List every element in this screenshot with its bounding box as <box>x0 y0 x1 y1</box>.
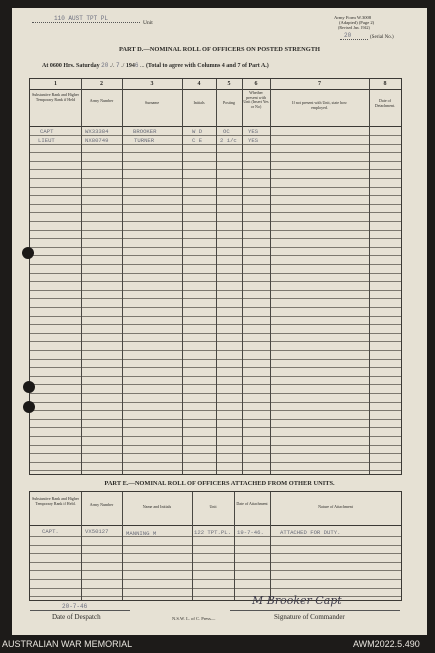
col-header-army-number: Army Number <box>89 98 114 103</box>
col-number-4: 4 <box>197 81 201 87</box>
col-number-2: 2 <box>100 81 103 87</box>
e-header-divider <box>30 525 401 526</box>
form-number-line1: Army Form W.3008 <box>334 15 372 20</box>
unit-label: Unit <box>143 20 153 26</box>
e-col-divider-3 <box>192 492 193 600</box>
col-header-rank: Substantive Rank and Higher Temporary Rank if Held <box>32 92 79 102</box>
e-col-header-date: Date of Attachment <box>236 501 268 506</box>
e-col-divider-2 <box>122 492 123 600</box>
part-e-table <box>29 491 402 601</box>
ruled-line <box>30 553 401 554</box>
col-header-posting: Posting <box>222 100 235 105</box>
col-header-detachment: Date of Detachment. <box>374 98 396 108</box>
punch-hole-middle <box>23 381 35 393</box>
ruled-line <box>30 579 401 580</box>
punch-hole-top <box>22 247 34 259</box>
despatch-line <box>30 610 130 611</box>
d-row1-initials: W D <box>192 128 203 135</box>
e-col-header-army-number: Army Number <box>89 502 114 507</box>
col-header-present: Whether present with Unit (Insert Yes or No) <box>243 90 269 109</box>
e-col-divider-5 <box>270 492 271 600</box>
e-row1-unit: 122 TPT.PL. <box>194 529 231 536</box>
d-row2-initials: C E <box>192 137 203 144</box>
part-d-table <box>29 78 402 475</box>
e-col-divider-1 <box>81 492 82 600</box>
e-col-header-name: Name and Initials <box>142 504 172 509</box>
punch-hole-bottom <box>23 401 35 413</box>
col-divider-4 <box>216 79 217 474</box>
d-row1-present: YES <box>248 128 259 135</box>
col-divider-2 <box>122 79 123 474</box>
d-row1-rank: CAPT <box>40 128 54 135</box>
col-header-initials: Initials <box>193 100 205 105</box>
ruled-line <box>30 570 401 571</box>
d-row1-surname: BROOKER <box>133 128 157 135</box>
e-col-divider-4 <box>234 492 235 600</box>
caption-left: AUSTRALIAN WAR MEMORIAL <box>2 639 133 649</box>
col-number-5: 5 <box>227 81 231 87</box>
ruled-line <box>30 596 401 597</box>
form-number-line2: (Adapted) (Page 2) <box>339 20 375 25</box>
e-col-header-unit: Unit <box>209 504 217 509</box>
despatch-date-typed: 20-7-46 <box>62 603 88 610</box>
col-divider-5 <box>242 79 243 474</box>
d-row2-posting: 2 i/c <box>220 137 237 144</box>
part-e-title: PART E.—NOMINAL ROLL OF OFFICERS ATTACHED FROM OTHER UNITS. <box>104 480 335 487</box>
month-typed: 7 <box>116 62 120 69</box>
ruled-line <box>30 588 401 589</box>
d-row2-number: NX80749 <box>85 137 109 144</box>
col-divider-3 <box>182 79 183 474</box>
col-divider-6 <box>270 79 271 474</box>
col-divider-7 <box>369 79 370 474</box>
serial-typed: 20 <box>344 32 352 39</box>
caption-right: AWM2022.5.490 <box>353 639 420 649</box>
commander-signature: M Brooker Capt <box>252 594 342 607</box>
col-number-7: 7 <box>318 81 321 87</box>
d-row2-rank: LIEUT <box>38 137 55 144</box>
e-row1-name: MANNING M <box>126 530 157 537</box>
col-number-6: 6 <box>254 81 258 87</box>
despatch-label: Date of Despatch <box>52 613 101 621</box>
printer-imprint: N.S.W. L. of C. Press— <box>172 616 216 621</box>
unit-typed: 110 AUST TPT PL <box>54 15 109 22</box>
e-row1-number: VX50127 <box>85 528 109 535</box>
year-typed: 6 <box>134 62 139 69</box>
day-typed: 20 <box>101 62 109 69</box>
ruled-line <box>30 536 401 537</box>
subtitle-time: At 0600 Hrs. Saturday <box>42 63 100 69</box>
form-sheet <box>12 8 427 635</box>
col-number-3: 3 <box>150 81 154 87</box>
ruled-line <box>30 545 401 546</box>
d-row1-posting: OC <box>223 128 230 135</box>
year-prefix: 194 <box>125 63 135 69</box>
unit-dotted-line <box>32 22 140 23</box>
e-col-header-nature: Nature of Attachment <box>318 504 353 509</box>
form-number-line3: (Revised Jan. 1942) <box>338 25 370 30</box>
col-header-surname: Surname <box>144 100 160 105</box>
signature-line <box>230 610 400 611</box>
serial-dotted-line <box>340 39 368 40</box>
col-number-8: 8 <box>383 81 387 87</box>
d-row1-number: WX33384 <box>85 128 109 135</box>
e-row1-rank: CAPT. <box>42 528 59 535</box>
d-row2-present: YES <box>248 137 259 144</box>
d-row2-surname: TURNER <box>134 137 155 144</box>
e-col-header-rank: Substantive Rank and Higher Temporary Rank if Held. <box>32 496 79 506</box>
col-header-employed: If not present with Unit, state how employed. <box>292 100 347 110</box>
e-row1-nature: ATTACHED FOR DUTY. <box>280 529 341 536</box>
col-divider-1 <box>81 79 82 474</box>
col-number-1: 1 <box>54 81 57 87</box>
e-row1-date: 19-7-46. <box>237 529 264 536</box>
signature-label: Signature of Commander <box>274 613 345 621</box>
part-d-title: PART D.—NOMINAL ROLL OF OFFICERS ON POSTED STRENGTH <box>119 46 320 53</box>
part-d-subtitle: At 0600 Hrs. Saturday 20 ./. 7 ./ 1946 ... (Total to agree with Columns 4 and 7 of Part A.) <box>42 62 269 69</box>
serial-label: (Serial No.) <box>370 35 394 40</box>
subtitle-total: (Total to agree with Columns 4 and 7 of Part A.) <box>145 63 269 69</box>
ruled-line <box>30 562 401 563</box>
